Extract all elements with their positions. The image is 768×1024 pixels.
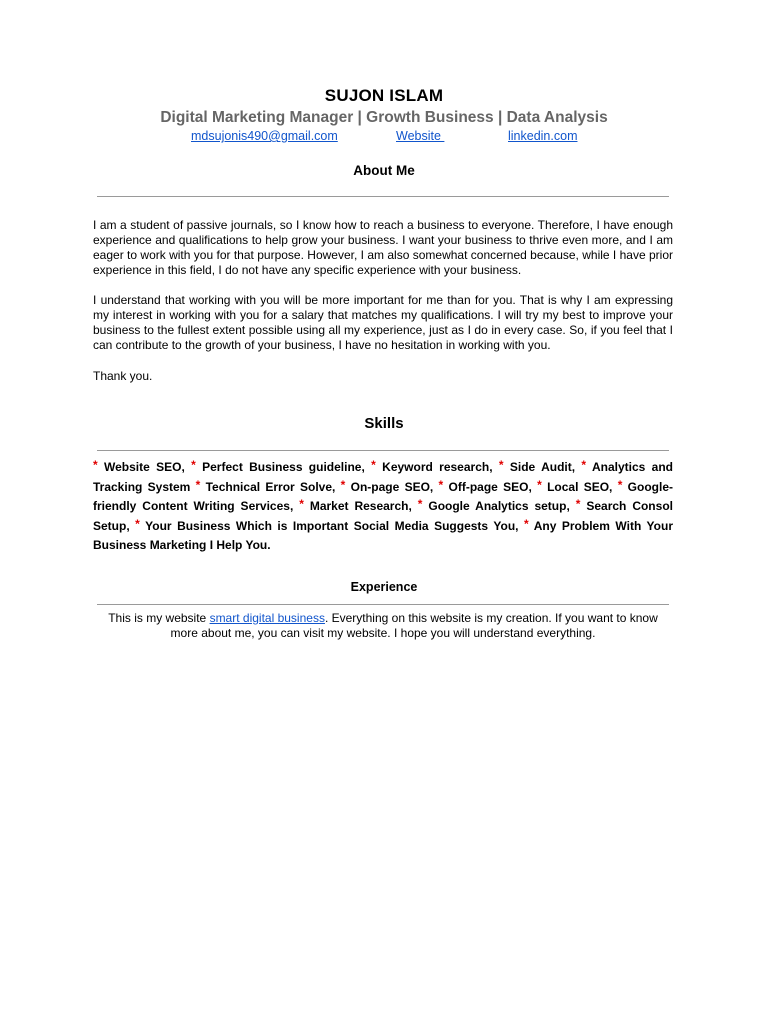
- experience-text-before: This is my website: [108, 611, 210, 625]
- skill-bullet-icon: *: [575, 497, 581, 511]
- skill-item: Market Research,: [309, 499, 412, 513]
- contact-links: [0, 129, 768, 145]
- skill-bullet-icon: *: [498, 458, 504, 472]
- skill-item: Google-friendly Content Writing Services,: [93, 479, 673, 513]
- skill-item: Off-page SEO,: [448, 479, 532, 494]
- skill-bullet-icon: *: [191, 458, 196, 472]
- experience-text: [93, 611, 673, 641]
- skill-item: Your Business Which is Important Social Media Suggests You,: [145, 518, 519, 533]
- skill-item: Google Analytics setup,: [428, 499, 570, 513]
- skill-bullet-icon: *: [371, 458, 376, 472]
- experience-divider: [97, 604, 669, 605]
- skill-item: Any Problem With Your Business Marketing I Help You.: [93, 518, 673, 552]
- website-link[interactable]: Website: [396, 129, 445, 143]
- about-closing: Thank you.: [93, 369, 153, 383]
- skill-bullet-icon: *: [438, 477, 444, 492]
- skill-item: Technical Error Solve,: [205, 479, 336, 494]
- about-divider: [97, 196, 669, 197]
- skill-item: Keyword research,: [382, 460, 493, 474]
- about-paragraph-1: I am a student of passive journals, so I know how to reach a business to everyone. Therefore, I have enough experience and qualifications to help grow your business. I want your business to thrive even more, and I am eager to work with you for that purpose. However, I am also somewhat concerned because, while I have prior experience in this field, I do not have any specific experience with your business.: [93, 218, 673, 277]
- skill-bullet-icon: *: [195, 477, 201, 492]
- skill-bullet-icon: *: [135, 516, 140, 531]
- skill-bullet-icon: *: [340, 477, 346, 492]
- candidate-headline: Digital Marketing Manager | Growth Business | Data Analysis: [160, 109, 608, 126]
- linkedin-link[interactable]: linkedin.com: [508, 129, 578, 143]
- skill-bullet-icon: *: [523, 516, 529, 531]
- experience-heading: Experience: [350, 580, 418, 594]
- skill-item: Perfect Business guideline,: [202, 460, 365, 474]
- skills-heading: Skills: [364, 415, 404, 432]
- skill-item: Analytics and Tracking System: [93, 460, 673, 494]
- skill-item: On-page SEO,: [350, 479, 434, 494]
- skill-bullet-icon: *: [617, 477, 623, 492]
- skill-item: Side Audit,: [509, 460, 576, 474]
- email-link[interactable]: mdsujonis490@gmail.com: [191, 129, 338, 143]
- skill-bullet-icon: *: [93, 458, 98, 472]
- about-heading: About Me: [353, 163, 415, 178]
- smart-digital-business-link[interactable]: smart digital business: [209, 611, 325, 625]
- skill-bullet-icon: *: [581, 458, 587, 472]
- skills-divider: [97, 450, 669, 451]
- skill-bullet-icon: *: [299, 497, 304, 511]
- skill-item: Local SEO,: [547, 479, 613, 494]
- skill-item: Search Consol Setup,: [93, 499, 673, 533]
- skill-item: Website SEO,: [104, 460, 185, 474]
- experience-text-after: . Everything on this website is my creation. If you want to know more about me, you can visit my website. I hope you will understand everything.: [170, 611, 658, 640]
- candidate-name: SUJON ISLAM: [324, 86, 444, 105]
- skill-bullet-icon: *: [537, 477, 542, 492]
- skill-bullet-icon: *: [417, 497, 423, 511]
- about-paragraph-2: I understand that working with you will be more important for me than for you. That is why I am expressing my interest in working with you for a salary that matches my qualifications. I will try my best to improve your business to the fullest extent possible using all my experience, just as I do in every case. So, if you feel that I can contribute to the growth of your business, I have no hesitation in working with you.: [93, 293, 673, 352]
- skills-list: [93, 458, 673, 556]
